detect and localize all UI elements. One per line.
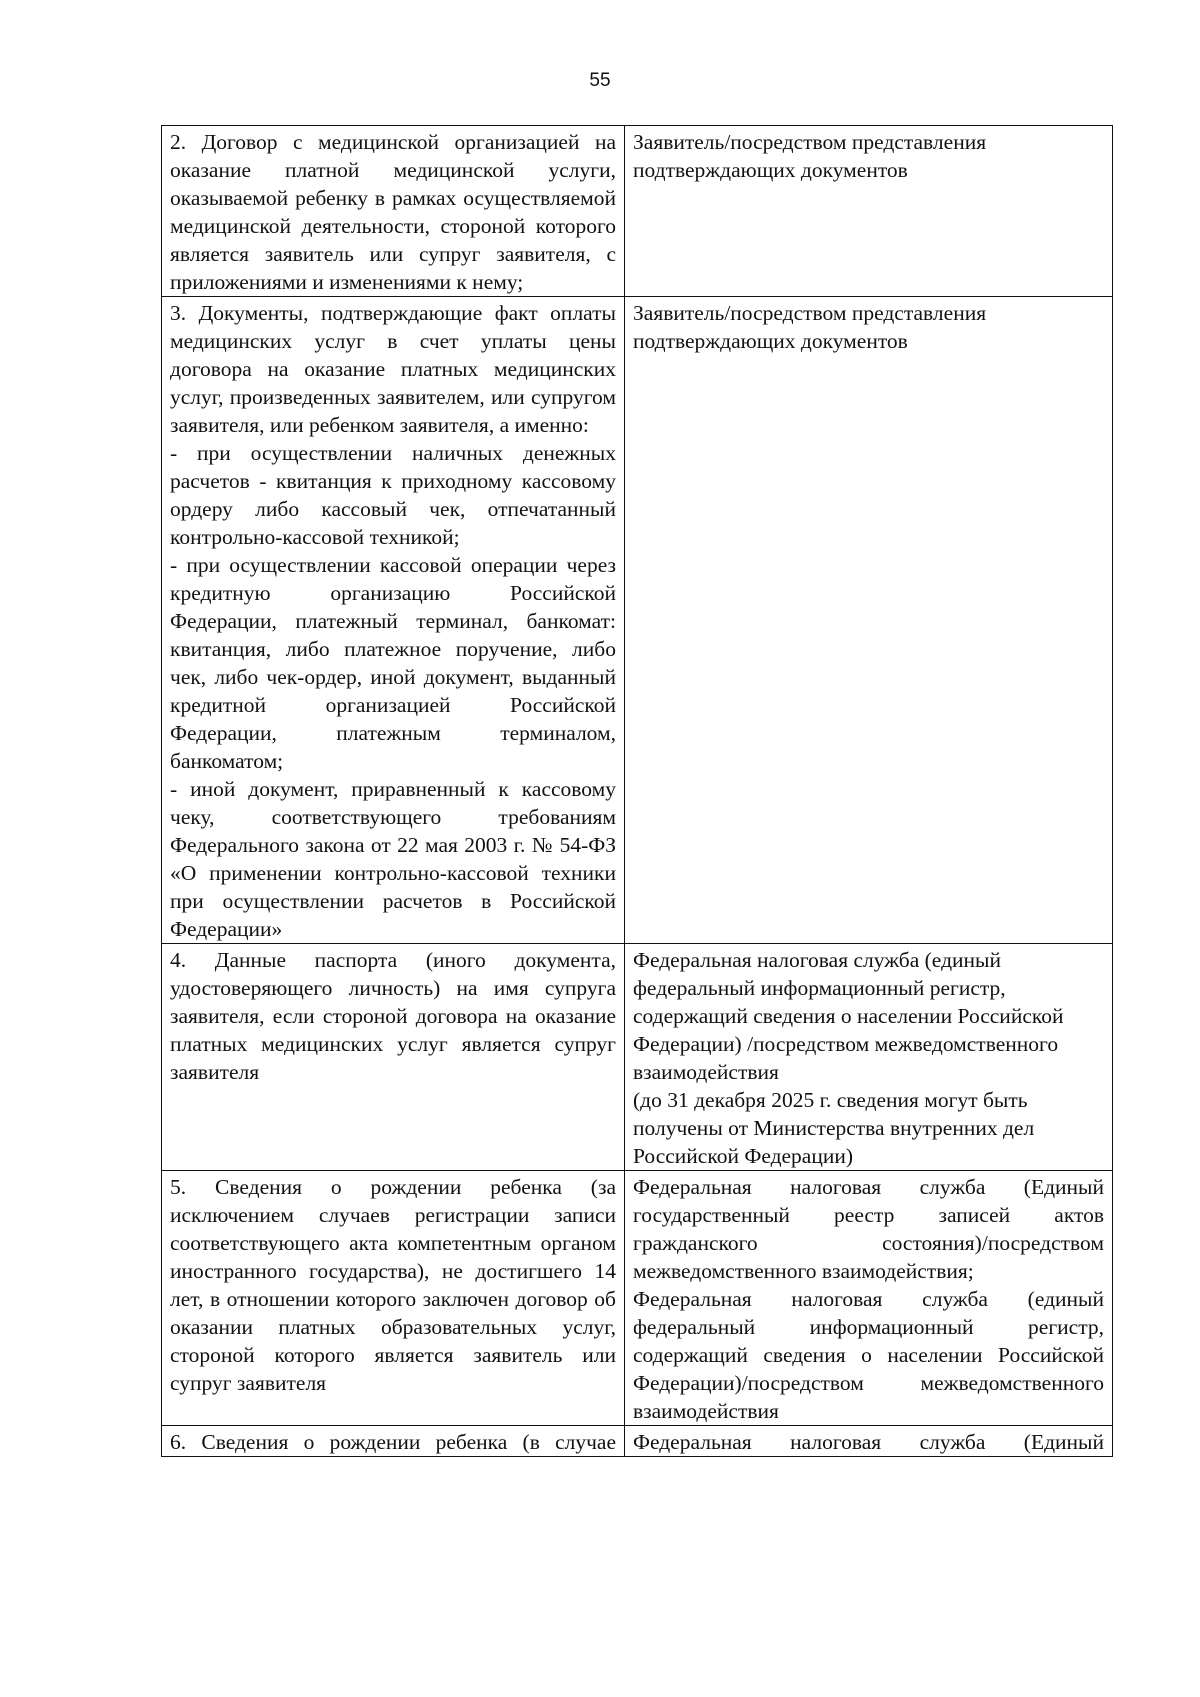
table-cell-description: [162, 126, 625, 297]
cell-paragraph: 4. Данные паспорта (иного документа, удостоверяющего личность) на имя супруга заявителя, если стороной договора на оказание платных медицинских услуг является супруг заявителя: [170, 948, 616, 1084]
cell-paragraph: Федеральная налоговая служба (Единый государственный реестр записей актов гражданского состояния)/посредством межведомственного взаимодействия;: [633, 1175, 1104, 1283]
table-row: [162, 1426, 1113, 1457]
cell-paragraph: 3. Документы, подтверждающие факт оплаты медицинских услуг в счет уплаты цены договора на оказание платных медицинских услуг, произведенных заявителем, или супругом заявителя, или ребенком заявителя, а именно:: [170, 301, 616, 437]
cell-paragraph: Федеральная налоговая служба (единый федеральный информационный регистр, содержащий сведения о населении Российской Федерации)/посредством межведомственного взаимодействия: [633, 1287, 1104, 1423]
page-number: 55: [589, 70, 611, 91]
cell-paragraph: 6. Сведения о рождении ребенка (в случае: [170, 1430, 616, 1454]
cell-paragraph: - иной документ, приравненный к кассовому чеку, соответствующего требованиям Федерального закона от 22 мая 2003 г. № 54-ФЗ «О применении контрольно-кассовой техники при осуществлении расчетов в Российской Федерации»: [170, 777, 616, 941]
table-cell-description: [162, 1171, 625, 1426]
cell-paragraph: Федеральная налоговая служба (Единый: [633, 1430, 1104, 1454]
table-cell-source: [625, 297, 1113, 944]
table-row: [162, 944, 1113, 1171]
table-cell-source: [625, 126, 1113, 297]
cell-paragraph: - при осуществлении кассовой операции через кредитную организацию Российской Федерации, платежный терминал, банкомат: квитанция, либо платежное поручение, либо чек, либо чек-ордер, иной документ, выданный кредитной организацией Российской Федерации, платежным терминалом, банкоматом;: [170, 553, 616, 773]
table-cell-source: [625, 1171, 1113, 1426]
table-cell-description: [162, 1426, 625, 1457]
table-cell-description: [162, 297, 625, 944]
cell-paragraph: - при осуществлении наличных денежных расчетов - квитанция к приходному кассовому ордеру либо кассовый чек, отпечатанный контрольно-кассовой техникой;: [170, 441, 616, 549]
table-row: [162, 1171, 1113, 1426]
cell-paragraph: 5. Сведения о рождении ребенка (за исключением случаев регистрации записи соответствующего акта компетентным органом иностранного государства), не достигшего 14 лет, в отношении которого заключен договор об оказании платных образовательных услуг, стороной которого является заявитель или супруг заявителя: [170, 1175, 616, 1395]
cell-paragraph: Заявитель/посредством представления подтверждающих документов: [633, 130, 987, 182]
cell-paragraph: Федеральная налоговая служба (единый федеральный информационный регистр, содержащий сведения о населении Российской Федерации) /посредством межведомственного взаимодействия: [633, 948, 1064, 1084]
cell-paragraph: 2. Договор с медицинской организацией на оказание платной медицинской услуги, оказываемой ребенку в рамках осуществляемой медицинской деятельности, стороной которого является заявитель или супруг заявителя, с приложениями и изменениями к нему;: [170, 130, 616, 294]
cell-paragraph: Заявитель/посредством представления подтверждающих документов: [633, 301, 987, 353]
document-table: [161, 125, 1113, 1457]
table-cell-description: [162, 944, 625, 1171]
table-cell-source: [625, 944, 1113, 1171]
table-cell-source: [625, 1426, 1113, 1457]
cell-paragraph: (до 31 декабря 2025 г. сведения могут быть получены от Министерства внутренних дел Российской Федерации): [633, 1088, 1035, 1168]
table-row: [162, 297, 1113, 944]
table-row: [162, 126, 1113, 297]
